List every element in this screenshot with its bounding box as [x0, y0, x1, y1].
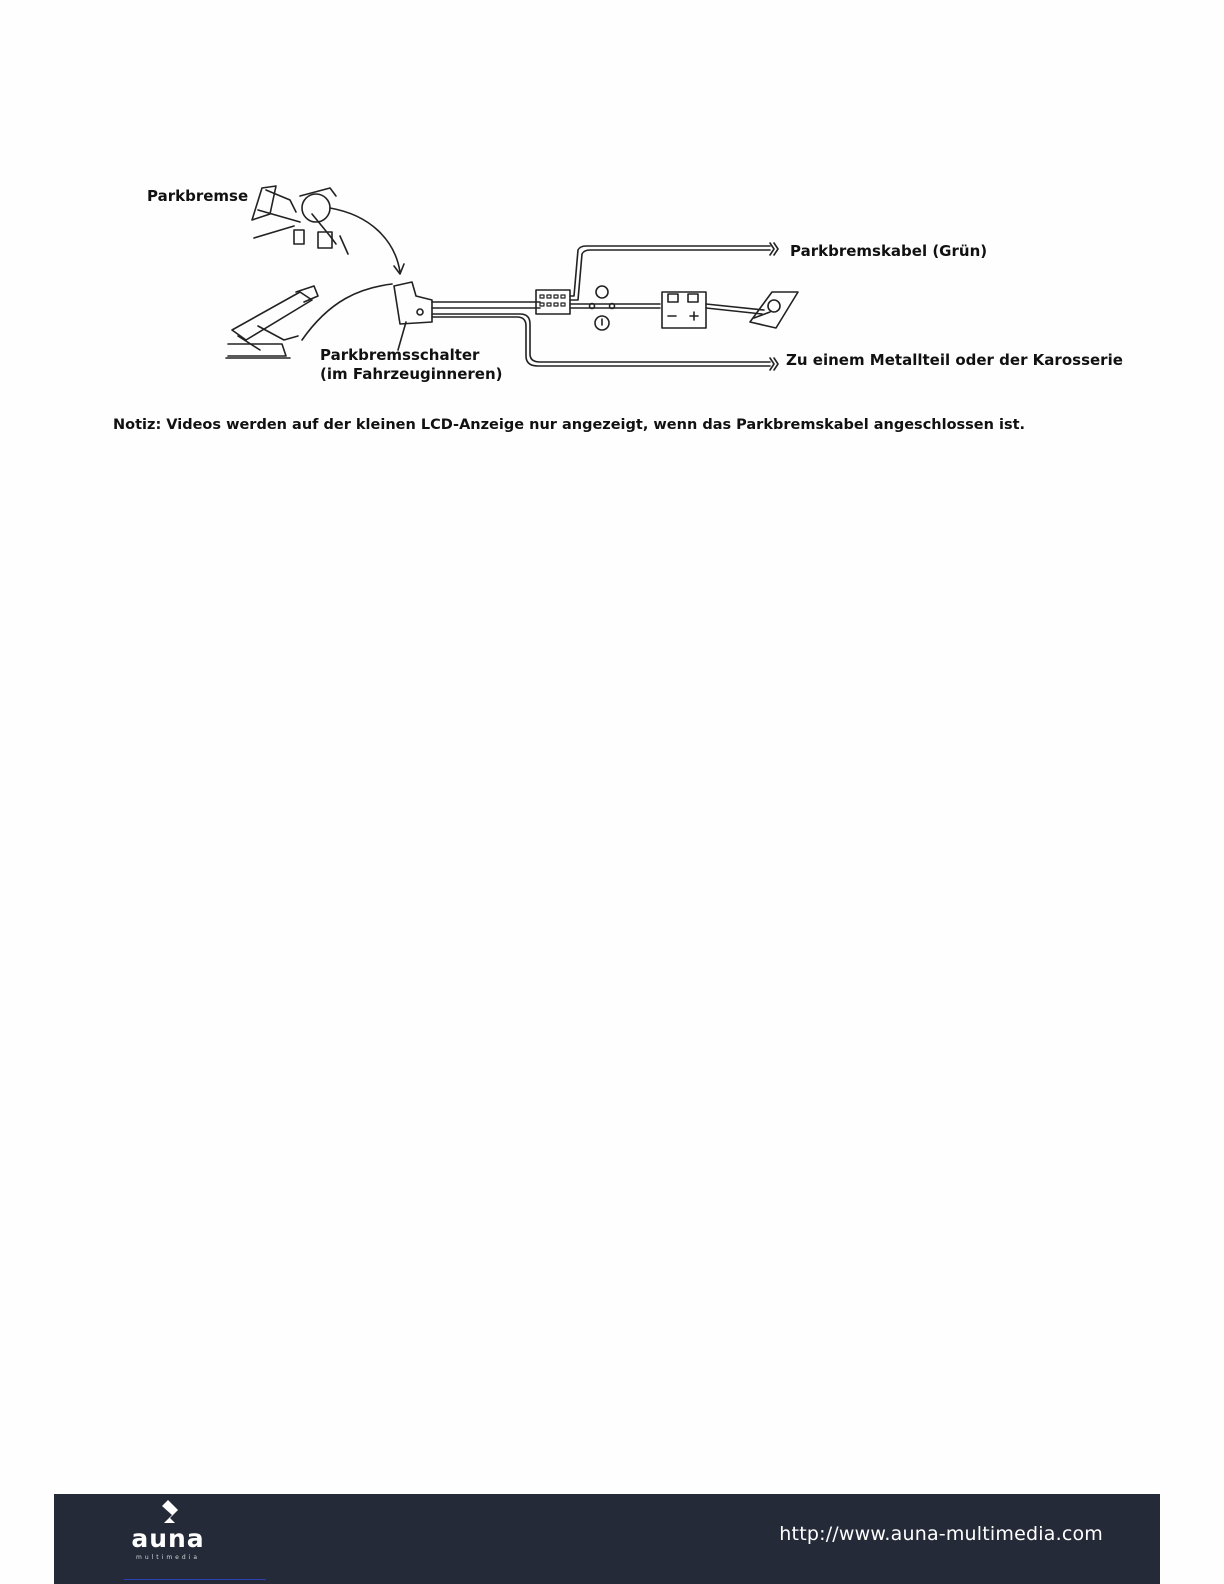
hand-brake-illustration	[226, 286, 318, 358]
note-text: Notiz: Videos werden auf der kleinen LCD-Anzeige nur angezeigt, wenn das Parkbremskabel angeschlossen ist.	[113, 417, 1026, 433]
website-link[interactable]: http://www.auna-multimedia.com	[779, 1523, 1103, 1545]
brand-subtitle: multimedia	[135, 1554, 201, 1561]
label-ground: Zu einem Metallteil oder der Karosserie	[786, 351, 1123, 369]
brand-name: auna	[131, 1524, 205, 1553]
brand-logo	[114, 1500, 224, 1570]
footer-bar	[54, 1494, 1160, 1584]
harness-connector-icon	[536, 290, 570, 314]
foot-brake-illustration	[252, 186, 348, 254]
label-parking-brake: Parkbremse	[147, 187, 249, 205]
link-underline	[124, 1579, 266, 1580]
brake-switch-icon	[394, 282, 432, 324]
label-brake-switch: Parkbremsschalter	[320, 346, 480, 364]
wiring-diagram	[0, 0, 1224, 470]
label-brake-cable: Parkbremskabel (Grün)	[790, 242, 988, 260]
label-brake-switch-location: (im Fahrzeuginneren)	[320, 365, 503, 383]
